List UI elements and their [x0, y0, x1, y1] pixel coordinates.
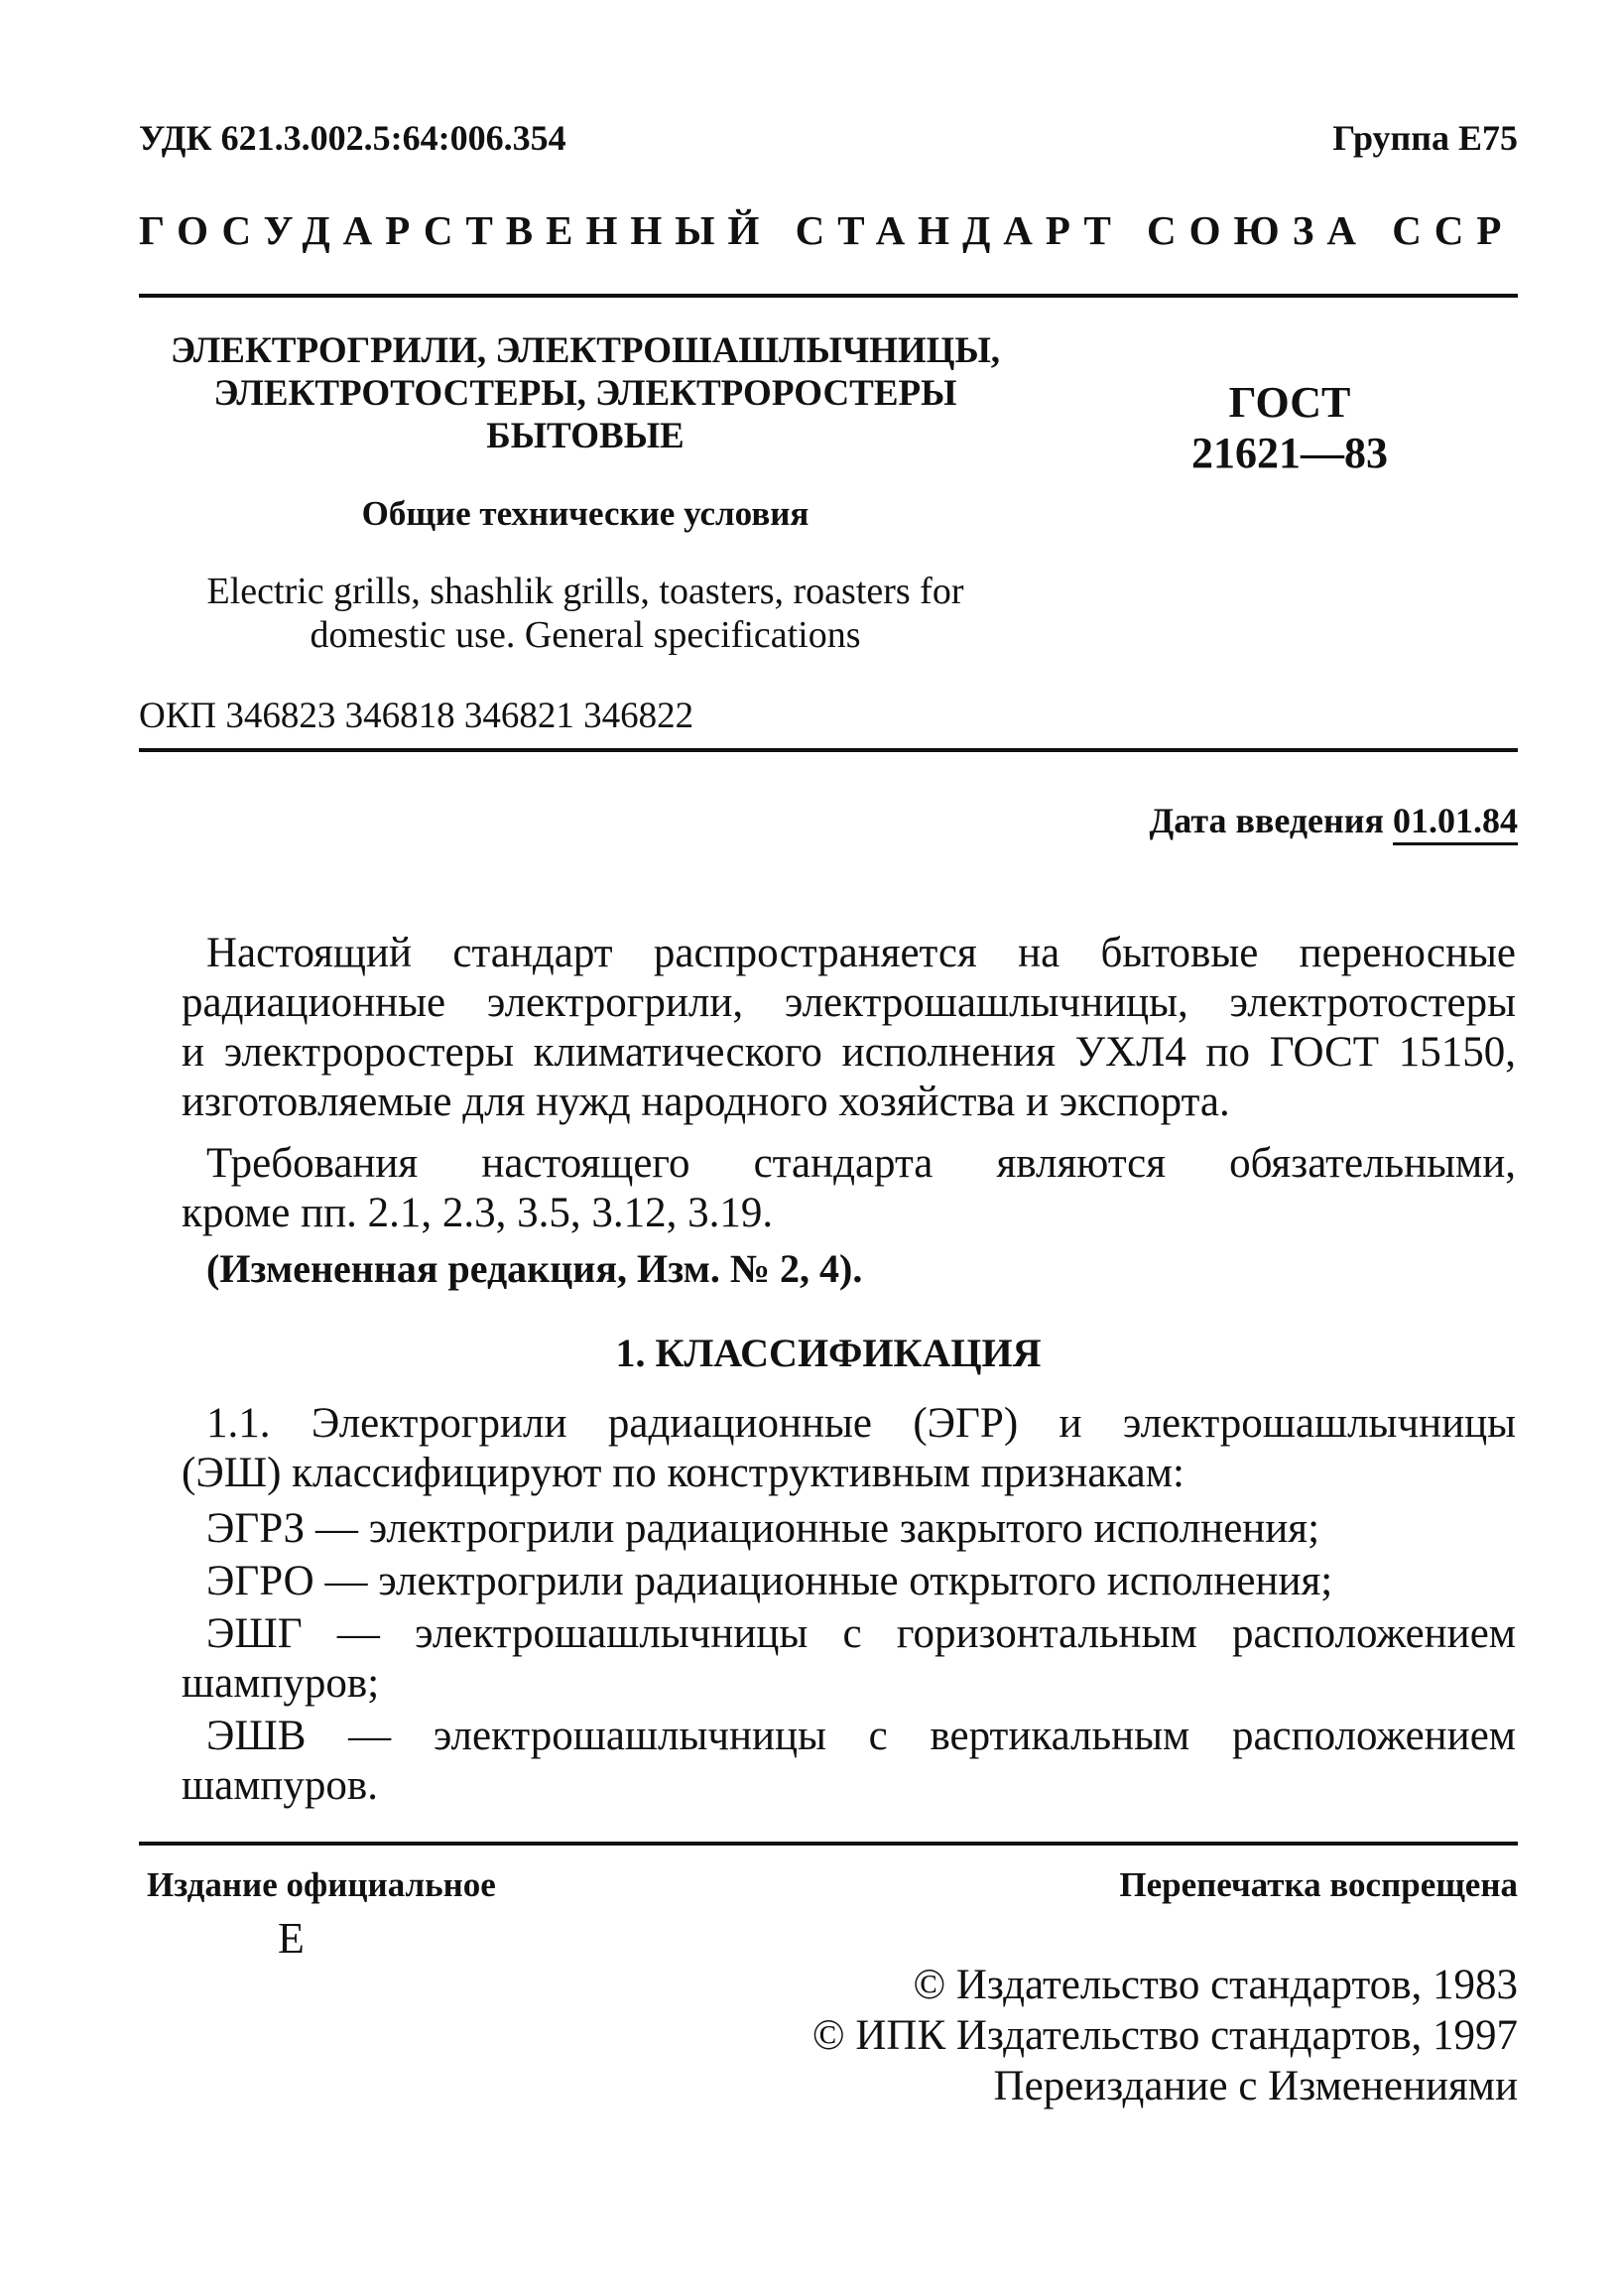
- footer-rule: [139, 1842, 1518, 1846]
- scope-line-2: радиационные электрогрили, электрошашлычницы, электротостеры: [182, 979, 1516, 1026]
- requirements-line-1: Требования настоящего стандарта являются обязательными,: [206, 1140, 1516, 1187]
- scope-line-4: изготовляемые для нужд народного хозяйства и экспорта.: [182, 1079, 1230, 1125]
- item-eshv-line-1: ЭШВ — электрошашлычницы с вертикальным расположением: [206, 1713, 1516, 1759]
- clause-line-2: (ЭШ) классифицируют по конструктивным признакам:: [182, 1450, 1184, 1496]
- official-edition: Издание официальное: [147, 1865, 496, 1904]
- english-title-line-2: domestic use. General specifications: [310, 614, 861, 656]
- section-heading: 1. КЛАССИФИКАЦИЯ: [615, 1331, 1042, 1375]
- group-code: Группа Е75: [1332, 118, 1518, 158]
- udk-code: УДК 621.3.002.5:64:006.354: [139, 118, 566, 158]
- gost-label: ГОСТ: [1228, 378, 1351, 427]
- english-title-line-1: Electric grills, shashlik grills, toasters, roasters for: [206, 571, 964, 612]
- title-line-1: ЭЛЕКТРОГРИЛИ, ЭЛЕКТРОШАШЛЫЧНИЦЫ,: [170, 330, 1001, 371]
- intro-date-label: Дата введения: [1149, 801, 1384, 840]
- gost-number: 21621—83: [1191, 429, 1388, 477]
- requirements-paragraph: [182, 1139, 1516, 1238]
- edition-letter: Е: [278, 1914, 305, 1963]
- title-line-2: ЭЛЕКТРОТОСТЕРЫ, ЭЛЕКТРОРОСТЕРЫ: [213, 373, 957, 414]
- okp-rule: [139, 748, 1518, 752]
- scope-paragraph: [182, 929, 1516, 1127]
- scope-line-1: Настоящий стандарт распространяется на бытовые переносные: [206, 930, 1516, 976]
- subtitle: Общие технические условия: [361, 494, 810, 533]
- revision-note: (Измененная редакция, Изм. № 2, 4).: [206, 1246, 863, 1291]
- title-line-3: БЫТОВЫЕ: [486, 416, 685, 456]
- item-eshv-line-2: шампуров.: [182, 1762, 378, 1809]
- clause-line-1: 1.1. Электрогрили радиационные (ЭГР) и электрошашлычницы: [206, 1400, 1516, 1447]
- reissue-note: Переиздание с Изменениями: [993, 2063, 1518, 2109]
- clause-1-1: [182, 1399, 1516, 1498]
- reprint-prohibited: Перепечатка воспрещена: [1119, 1865, 1518, 1904]
- standard-banner: ГОСУДАРСТВЕННЫЙ СТАНДАРТ СОЮЗА ССР: [139, 207, 1515, 253]
- okp-codes: ОКП 346823 346818 346821 346822: [139, 696, 694, 736]
- item-eshg-line-2: шампуров;: [182, 1660, 380, 1707]
- scope-line-3: и электроростеры климатического исполнения УХЛ4 по ГОСТ 15150,: [182, 1029, 1516, 1076]
- requirements-line-2: кроме пп. 2.1, 2.3, 3.5, 3.12, 3.19.: [182, 1190, 774, 1236]
- intro-date: [1150, 800, 1519, 841]
- item-egrz: ЭГРЗ — электрогрили радиационные закрытого исполнения;: [206, 1505, 1320, 1552]
- item-eshg-line-1: ЭШГ — электрошашлычницы с горизонтальным расположением: [206, 1610, 1516, 1657]
- item-egro: ЭГРО — электрогрили радиационные открытого исполнения;: [206, 1558, 1333, 1604]
- classification-list: [182, 1504, 1516, 1811]
- copyright-line-1: © Издательство стандартов, 1983: [913, 1962, 1518, 2008]
- banner-rule: [139, 294, 1518, 298]
- copyright-line-2: © ИПК Издательство стандартов, 1997: [811, 2012, 1518, 2059]
- intro-date-value: 01.01.84: [1393, 801, 1518, 845]
